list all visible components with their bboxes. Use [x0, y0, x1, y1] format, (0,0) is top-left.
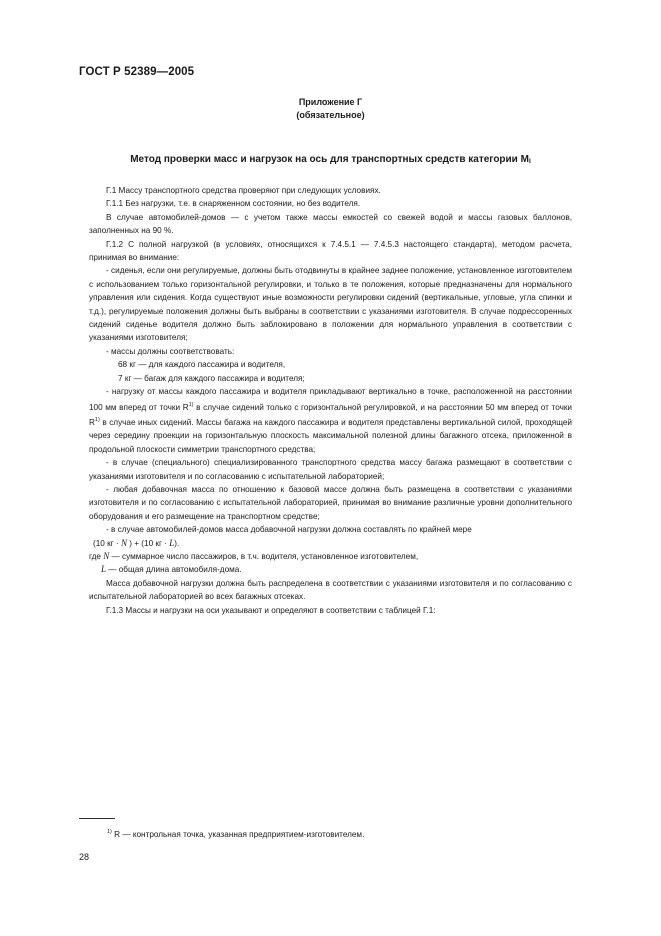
title-text: Метод проверки масс и нагрузок на ось для транспортных средств категории M: [130, 154, 529, 165]
variable-n: N: [120, 537, 127, 548]
variable-n: N: [103, 550, 110, 561]
formula-text: (10 кг ·: [93, 538, 121, 548]
paragraph: Г.1.2 С полной нагрузкой (в условиях, относящихся к 7.4.5.1 — 7.4.5.3 настоящего стандарта), методом расчета, принимая во внимание:: [89, 239, 572, 263]
text-run: в случае сидений только с горизонтальной регулировкой, и на расстоянии 50 мм вперед от точки R: [89, 402, 573, 427]
text-run: — общая длина автомобиля-дома.: [106, 565, 242, 575]
standard-code-header: ГОСТ Р 52389—2005: [79, 66, 195, 78]
appendix-label: Приложение Г: [298, 97, 363, 107]
definition-line: [89, 550, 572, 563]
list-item: - любая добавочная масса по отношению к базовой массе должна быть размещена в соответствии с указаниями изготовителя и по согласованию с испытательной лабораторией, принимая во внимание различные уровни дополнительного оборудования и его размещение на транспортном средстве;: [89, 484, 572, 521]
list-subitem: 68 кг — для каждого пассажира и водителя,: [118, 360, 286, 370]
formula-text: ) + (10 кг ·: [126, 538, 170, 548]
formula: [89, 537, 572, 550]
footnote: [107, 829, 364, 839]
list-item: [89, 385, 572, 456]
list-item: - массы должны соответствовать:: [106, 346, 235, 356]
document-body: [89, 184, 572, 617]
paragraph: В случае автомобилей-домов — с учетом также массы емкостей со свежей водой и массы газовых баллонов, заполненных на 90 %.: [89, 212, 572, 236]
list-item: - в случае (специального) специализированного транспортного средства массу багажа размещают в соответствии с указаниями изготовителя и по согласованию с испытательной лабораторией;: [89, 458, 572, 481]
text-run: - нагрузку от массы каждого пассажира и водителя прикладывают вертикально в точке, расположенной на расстоянии 100 мм вперед от точки R: [89, 387, 572, 412]
text-run: где: [89, 551, 104, 561]
appendix-status: (обязательное): [296, 110, 365, 120]
list-subitem: 7 кг — багаж для каждого пассажира и водителя;: [118, 373, 305, 383]
footnote-separator: [79, 818, 115, 819]
list-item: - в случае автомобилей-домов масса добавочной нагрузки должна составлять по крайней мере: [106, 525, 472, 535]
section-title: [0, 154, 661, 165]
paragraph: Г.1.3 Массы и нагрузки на оси указывают и определяют в соответствии с таблицей Г.1:: [106, 605, 436, 615]
footnote-text: R — контрольная точка, указанная предприятием-изготовителем.: [111, 830, 365, 839]
list-item: - сиденья, если они регулируемые, должны быть отодвинуты в крайнее заднее положение, установленное изготовителем с использованием только горизонтальной регулировки, и только в те положения, которые предназначены для нормального управления или сидения. Когда существуют иные возможности регулировки сидений (вертикальные, угловые, угла спинки и т.д.), регулируемые положения должны быть выбраны в соответствии с указаниями изготовителя. В случае подрессоренных сидений сиденье водителя должно быть заблокировано в положении для нормального управления в соответствии с указаниями изготовителя;: [89, 266, 572, 343]
text-run: — суммарное число пассажиров, в т.ч. водителя, установленное изготовителем,: [109, 551, 419, 561]
definition-line: [89, 563, 572, 576]
paragraph: Масса добавочной нагрузки должна быть распределена в соответствии с указаниями изготовителя и по согласованию с испытательной лабораторией во всех багажных отсеках.: [89, 578, 572, 602]
footnote-ref: 1): [188, 401, 194, 408]
variable-l: L: [101, 564, 107, 575]
title-subscript: I: [528, 158, 531, 165]
footnote-ref: 1): [94, 416, 100, 423]
text-run: в случае иных сидений. Массы багажа на каждого пассажира и водителя представлены вертикальной силой, проходящей через середину проекции на горизонтальную плоскость максимальной полезной длины багажного отсека, приложенной в продольной плоскости симметрии транспортного средства;: [89, 417, 572, 454]
formula-text: ).: [174, 538, 180, 548]
footnote-marker: 1): [107, 829, 112, 835]
page-number: 28: [79, 852, 90, 862]
paragraph: Г.1 Массу транспортного средства проверяют при следующих условиях.: [106, 186, 381, 195]
paragraph: Г.1.1 Без нагрузки, т.е. в снаряженном состоянии, но без водителя.: [106, 199, 361, 209]
variable-l: L: [169, 537, 175, 548]
